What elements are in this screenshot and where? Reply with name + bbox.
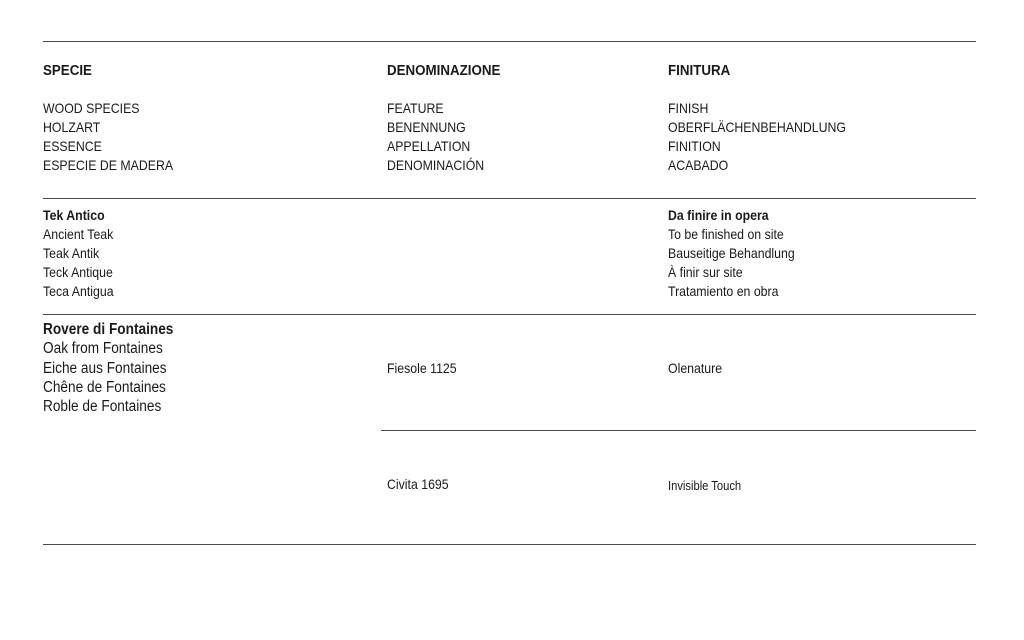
header-species-line: WOOD SPECIES (43, 100, 140, 116)
species-translation: Teak Antik (43, 245, 100, 261)
header-finish-title: FINITURA (668, 63, 731, 79)
finish-translation: Bauseitige Behandlung (668, 245, 795, 261)
finish-table (43, 0, 976, 640)
header-finish-translations (668, 99, 846, 175)
finish-name: Da finire in opera (668, 207, 769, 223)
species-translation: Teca Antigua (43, 283, 114, 299)
header-species-title: SPECIE (43, 63, 92, 79)
table-bottom-rule (43, 544, 976, 545)
species-translation: Oak from Fontaines (43, 340, 163, 358)
header-denomination-title: DENOMINAZIONE (387, 63, 501, 79)
species-translation: Eiche aus Fontaines (43, 359, 167, 377)
species-name: Rovere di Fontaines (43, 321, 174, 338)
variant-rule (381, 430, 976, 431)
finish-translation: À finir sur site (668, 264, 743, 280)
header-finish-line: OBERFLÄCHENBEHANDLUNG (668, 119, 846, 135)
header-rule (43, 198, 976, 199)
species-translation: Ancient Teak (43, 226, 114, 242)
variant-finish: Olenature (668, 360, 723, 376)
header-denomination-translations (387, 99, 484, 175)
finish-translation: Tratamiento en obra (668, 283, 779, 299)
header-denomination-line: FEATURE (387, 100, 444, 116)
header-finish-line: FINISH (668, 100, 709, 116)
species-name: Tek Antico (43, 207, 105, 223)
variant-finish: Invisible Touch (668, 478, 742, 493)
species-translation: Chêne de Fontaines (43, 378, 166, 396)
header-species-line: HOLZART (43, 119, 101, 135)
header-denomination-line: DENOMINACIÓN (387, 157, 485, 173)
header-finish-line: ACABADO (668, 157, 729, 173)
header-species-line: ESPECIE DE MADERA (43, 157, 174, 173)
row-rule (43, 314, 976, 315)
table-top-rule (43, 41, 976, 42)
header-denomination-line: BENENNUNG (387, 119, 466, 135)
header-finish-line: FINITION (668, 138, 721, 154)
species-translation: Teck Antique (43, 264, 113, 280)
row-species-rovere-di-fontaines (43, 320, 173, 416)
header-species-line: ESSENCE (43, 138, 102, 154)
variant-denomination: Fiesole 1125 (387, 360, 457, 376)
header-denomination-line: APPELLATION (387, 138, 471, 154)
header-species-translations (43, 99, 173, 175)
row-species-tek-antico (43, 206, 114, 301)
species-translation: Roble de Fontaines (43, 398, 162, 416)
row-finish-da-finire (668, 206, 795, 301)
finish-translation: To be finished on site (668, 226, 784, 242)
variant-denomination: Civita 1695 (387, 476, 449, 492)
